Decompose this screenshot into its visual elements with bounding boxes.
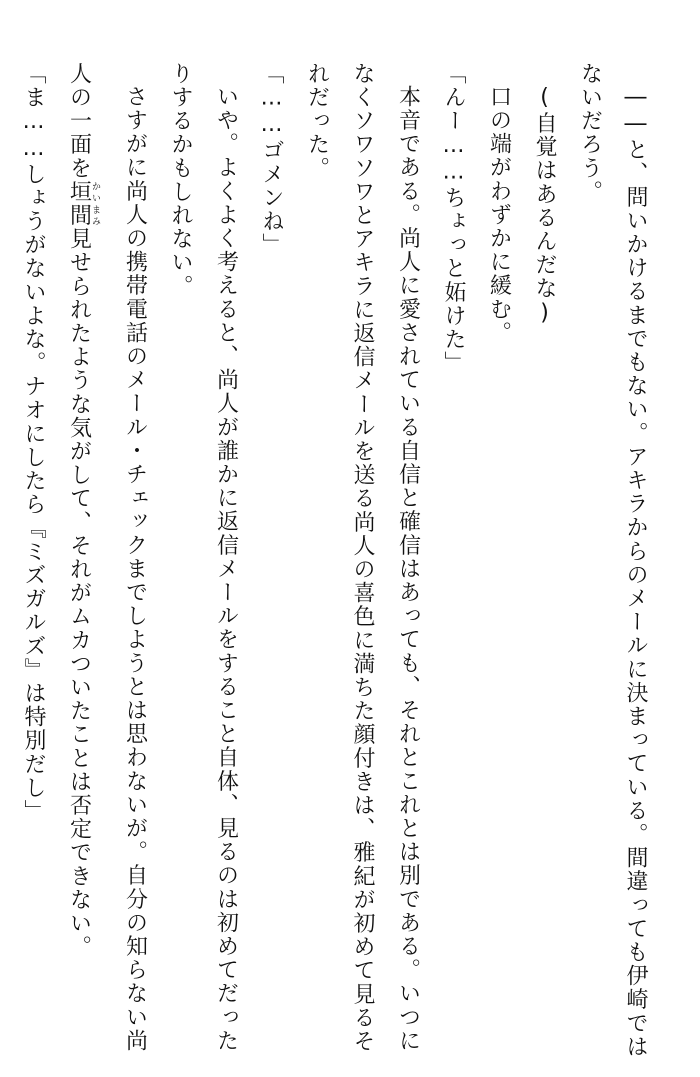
line-text-after-ruby: 見せられたような気がして、それがムカついたことは否定できない。 [66, 227, 92, 959]
text-line: ――と、問いかけるまでもない。アキラからのメールに決まっている。間違っても伊崎では [623, 85, 648, 1059]
ruby-reading: かいまみ [90, 180, 100, 228]
text-line: 口の端がわずかに緩む。 [486, 85, 512, 345]
ruby-base: 垣間 [66, 180, 92, 228]
novel-page [21, 62, 668, 1059]
text-line: (自覚はあるんだな) [532, 85, 557, 327]
text-line: なくソワソワとアキラに返信メールを送る尚人の喜色に満ちた顔付きは、雅紀が初めて見るそ [350, 62, 375, 1054]
text-line [68, 62, 101, 982]
text-line: りするかもしれない。 [168, 62, 193, 298]
text-line: 「……ゴメンね」 [259, 62, 284, 257]
line-text-before-ruby: 人の一面を [66, 62, 92, 180]
text-line: さすがに尚人の携帯電話のメール・チェックまでしようとは思わないが。自分の知らない尚 [122, 85, 148, 1053]
text-line: いや。よくよく考えると、尚人が誰かに返信メールをすること自体、見るのは初めてだった [213, 85, 239, 1053]
text-line: 本音である。尚人に愛されている自信と確信はあっても、それとこれとは別である。いつに [395, 85, 421, 1053]
text-line: 「んー……ちょっと妬けた」 [441, 62, 466, 375]
ruby-word [66, 180, 100, 228]
text-line: ないだろう。 [577, 62, 603, 204]
text-line: れだった。 [304, 62, 330, 180]
text-line: 「ま……しょうがないよな。ナオにしたら『ミズガルズ』は特別だし」 [21, 62, 46, 824]
